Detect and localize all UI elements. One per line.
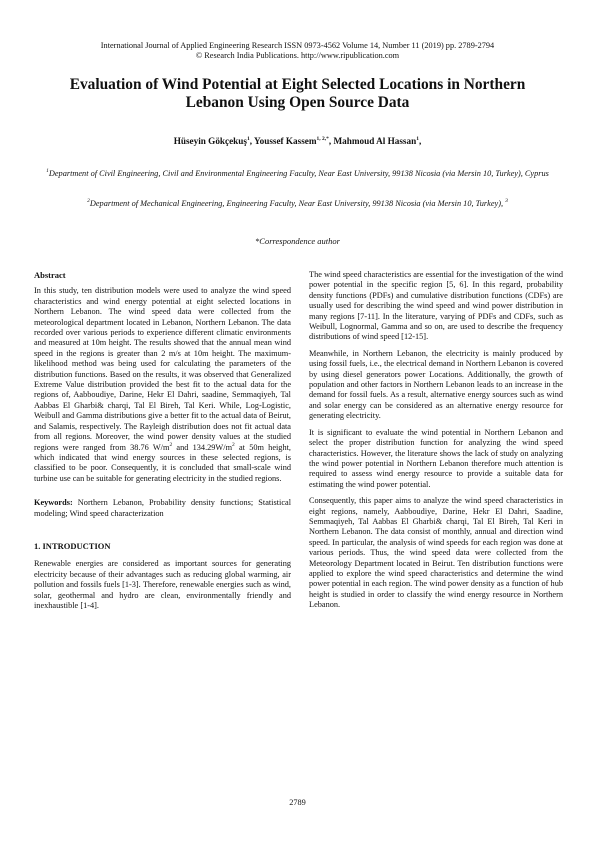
author-name: Mahmoud Al Hassan: [333, 136, 417, 146]
right-column: [309, 270, 563, 617]
author-list-tail: ,: [418, 136, 422, 146]
affiliation-mark: 2: [87, 198, 90, 205]
keywords-text: Northern Lebanon, Probability density functions; Statistical modeling; Wind speed characterization: [34, 498, 291, 518]
affiliation-text: Department of Civil Engineering, Civil and Environmental Engineering Faculty, Near East University, 99138 Nicosia (via Mersin 10, Turkey), Cyprus: [48, 169, 549, 178]
body-paragraph: Consequently, this paper aims to analyze the wind speed characteristics in eight regions, namely, Aabboudiye, Darine, Hekr El Dahri, Saadine, Semmaqiyeh, Tal Aabbas El Gharbi& charqi, Tal El Bireh, Tal Keri in Northern Lebanon. The data consist of monthly, annual and direction wind speed. In particular, the analysis of wind speeds for each region was done at various periods. Thus, the wind speed data were collected from the Meteorology Department located in Beirut. Ten distribution functions were applied to explore the wind speed characteristics and determine the wind power potential in each region. The wind power density as a function of hub height is studied in order to classify the wind energy resource in Northern Lebanon.: [309, 496, 563, 610]
author-affiliation-mark: 1: [416, 135, 419, 142]
affiliation-mark: 1: [46, 168, 49, 175]
author-separator: ,: [249, 136, 254, 146]
author-affiliation-mark: 1: [246, 135, 250, 142]
keywords: [34, 498, 291, 519]
abstract-heading: Abstract: [34, 270, 66, 280]
affiliation-1: [40, 168, 555, 179]
publisher-info: © Research India Publications. http://www.ripublication.com: [195, 51, 400, 60]
abstract-text: In this study, ten distribution models were used to analyze the wind speed characteristics and wind energy potential at eight selected locations in Northern Lebanon. The wind speed data were collected from the meteorological department located in Lebanon, Northern Lebanon. The data recorded over various periods to experience different climatic environments and measured at 10m height. The results showed that the annual mean wind speed in the regions is greater than 2 m/s at 10m height. The maximum-likelihood method was being used for calculating the parameters of the distribution functions. Based on the results, it was observed that Generalized Extreme Value distribution provided the best fit to the actual data for the regions of, Aabboudiye, Darine, Hekr El Dahri, saadine, Semmaqiyeh, Tal Aabbas El Gharbi& charqi, Tal El Bireh, Tal Keri. While, Log-Logistic, Weibull and Gamma distributions give a better fit to the actual data of Beirut, and Salamis, respectively. The Rayleigh distribution does not fit actual data from all regions. Moreover, the wind power density values at the studied regions were ranged from 38.76 $W/m^2$ and $134.29W/m^2$ at 50m height, which indicated that wind energy sources in these selected regions, is classified to be poor. Consequently, it is concluded that small-scale wind turbine use can be suitable for generating electricity in the studied regions.: [34, 286, 291, 483]
journal-info: International Journal of Applied Engineering Research ISSN 0973-4562 Volume 14, Number 11 (2019) pp. 2789-2794: [100, 41, 495, 50]
journal-header: [40, 41, 555, 61]
correspondence-note: *Correspondence author: [255, 236, 340, 246]
paper-title: Evaluation of Wind Potential at Eight Selected Locations in Northern Lebanon Using Open Source Data: [69, 76, 526, 111]
page-number: 2789: [289, 798, 306, 807]
affiliation-text: Department of Mechanical Engineering, Engineering Faculty, Near East University, 99138 Nicosia (via Mersin 10, Turkey),: [89, 199, 506, 208]
author-affiliation-mark: 1, 2,*: [316, 135, 329, 142]
body-paragraph: Meanwhile, in Northern Lebanon, the electricity is mainly produced by using fossil fuels, i.e., the electrical demand in Northern Lebanon is covered by using diesel generators power Locations. Additionally, the growth of population and other factors in Northern Lebanon leads to an increase in the demand for fossil fuels. As a result, alternative energy sources such as wind and solar energy can be considered as an alternative energy resource for generating electricity.: [309, 348, 563, 421]
author-list: [40, 136, 555, 147]
introduction-heading: 1. INTRODUCTION: [34, 540, 111, 551]
body-paragraph: It is significant to evaluate the wind potential in Northern Lebanon and select the proper distribution function for analyzing the wind speed characteristics. However, the literature shows the lack of study on analyzing the wind power potential in Northern Lebanon therefore much attention is required to assess wind energy resource to provide a suitable data for estimating the wind power potential.: [309, 427, 563, 489]
author-separator: ,: [328, 136, 334, 146]
body-paragraph: The wind speed characteristics are essential for the investigation of the wind power potential in the specific region [5, 6]. In this regard, probability density functions (PDFs) and cumulative distribution functions (CDFs) are usually used for describing the wind speed and wind power distribution in many regions [7-11]. In the literature, varying of PDFs and CDFs, such as Weibull, Lognormal, Gamma and so on, are used to describe the frequency distributions of wind speed [12-15].: [309, 270, 563, 342]
keywords-label: Keywords:: [34, 498, 73, 508]
author-name: Hüseyin Gökçekuş: [173, 136, 247, 146]
affiliation-2: [40, 198, 555, 209]
left-column: [34, 270, 291, 617]
author-name: Youssef Kassem: [254, 136, 317, 146]
introduction-paragraph: Renewable energies are considered as important sources for generating electricity because of their advantages such as reducing global warming, air pollution and fossils fuels [1-3]. Therefore, renewable energies such as wind, solar, geothermal and hydro are clean, environmentally friendly and inexhaustible [1-4].: [34, 559, 291, 610]
affiliation-end-mark: 3: [505, 198, 508, 205]
